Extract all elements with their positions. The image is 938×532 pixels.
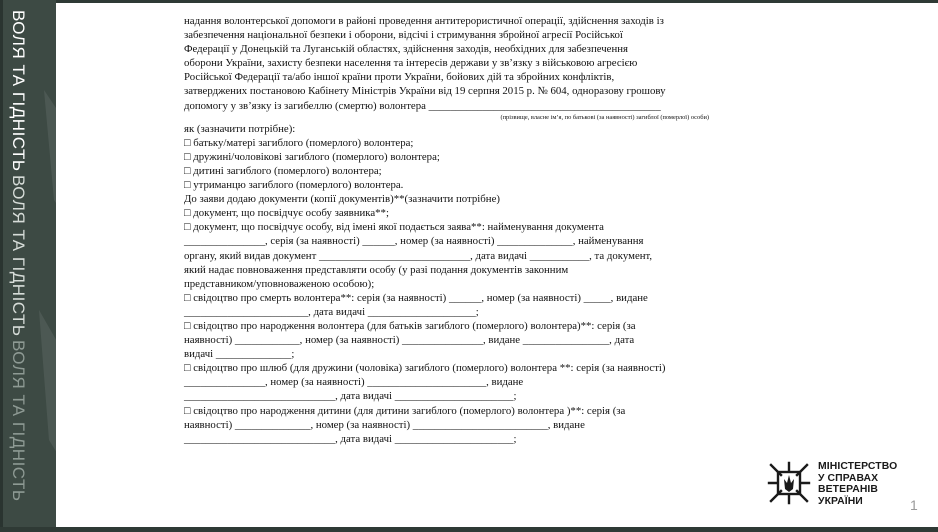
doc-line: _______________________, дата видачі ____________________; — [184, 305, 479, 318]
ministry-logo — [767, 461, 917, 513]
doc-line: оборони України, захисту безпеки населення та інтересів держави у зв’язку з військовою агресією — [184, 57, 638, 70]
relation-header: як (зазначити потрібне): — [184, 122, 296, 135]
application-document — [184, 14, 711, 446]
ministry-name-line: ВЕТЕРАНІВ — [818, 484, 879, 495]
ministry-name-line: У СПРАВАХ — [818, 472, 879, 484]
doc-line: Федерації у Донецькій та Луганській областях, здійснення заходів, необхідних для забезпечення — [184, 43, 628, 56]
volunteer-name-caption: (прізвище, власне ім’я, по батькові (за наявності) загиблої (померлої) особи) — [500, 113, 709, 121]
doc-line: Російської Федерації та/або іншої країни проти України, бойових дій та збройних конфліктів, — [184, 71, 615, 84]
attachment-volunteer-birth-certificate[interactable]: □ свідоцтво про народження волонтера (для батьків загиблого (померлого) волонтера)**: серія (за — [184, 319, 636, 332]
relation-option-dependent[interactable]: □ утриманцю загиблого (померлого) волонтера. — [184, 179, 404, 192]
doc-line: наявності) ______________, номер (за наявності) _________________________, видане — [184, 418, 585, 431]
top-frame-border — [0, 0, 938, 3]
doc-line: _______________, серія (за наявності) ______, номер (за наявності) ______________, найменування — [184, 235, 644, 248]
doc-line: представником/уповноваженою особою); — [184, 277, 375, 290]
brand-sidebar — [0, 0, 56, 532]
relation-option-spouse[interactable]: □ дружині/чоловікові загиблого (померлого) волонтера; — [184, 150, 440, 163]
doc-line: наявності) ____________, номер (за наявності) _______________, видане ________________, дата — [184, 334, 635, 347]
sidebar-brand-text-primary: ВОЛЯ ТА ГІДНІСТЬ — [9, 10, 28, 172]
doc-line: _______________, номер (за наявності) ______________________, видане — [184, 376, 524, 389]
relation-option-child[interactable]: □ дитині загиблого (померлого) волонтера; — [184, 164, 382, 177]
doc-line: ____________________________, дата видачі ______________________; — [184, 390, 517, 403]
ministry-name-line: МІНІСТЕРСТВО — [818, 461, 898, 472]
sidebar-brand-text-secondary: ВОЛЯ ТА ГІДНІСТЬ — [9, 175, 28, 337]
volunteer-name-line: допомогу у зв’язку із загибеллю (смертю) волонтера ___________________________________________ — [184, 99, 661, 112]
attachment-child-birth-certificate[interactable]: □ свідоцтво про народження дитини (для дитини загиблого (померлого) волонтера )**: серія (за — [184, 404, 626, 417]
ministry-name-line: УКРАЇНИ — [818, 495, 863, 507]
attachment-applicant-id[interactable]: □ документ, що посвідчує особу заявника**; — [184, 207, 389, 220]
attachment-death-certificate[interactable]: □ свідоцтво про смерть волонтера**: серія (за наявності) ______, номер (за наявності) _____, видане — [184, 291, 648, 304]
relation-option-parent[interactable]: □ батьку/матері загиблого (померлого) волонтера; — [184, 136, 414, 149]
attachment-represented-id[interactable]: □ документ, що посвідчує особу, від імені якої подається заява**: найменування документа — [184, 221, 604, 234]
doc-line: органу, який видав документ ____________________________, дата видачі ___________, та документ, — [184, 249, 653, 262]
ministry-name — [818, 461, 918, 507]
attachments-header: До заяви додаю документи (копії документів)**(зазначити потрібне) — [184, 193, 500, 206]
doc-line: затверджених постановою Кабінету Міністрів України від 19 серпня 2015 р. № 604, одноразову грошову — [184, 85, 666, 98]
sidebar-accent-stripe — [0, 0, 3, 532]
attachment-marriage-certificate[interactable]: □ свідоцтво про шлюб (для дружини (чоловіка) загиблого (померлого) волонтера **: серія (за наявності) — [184, 362, 666, 375]
sidebar-brand-text-tertiary: ВОЛЯ ТА ГІДНІСТЬ — [9, 340, 28, 502]
doc-line: видачі ______________; — [184, 348, 295, 361]
bottom-frame-border — [0, 527, 938, 532]
doc-line: ____________________________, дата видачі ______________________; — [184, 432, 517, 445]
ministry-emblem-icon — [767, 461, 811, 505]
doc-line: який надає повноваження представляти особу (у разі подання документів законним — [184, 263, 569, 276]
doc-line: надання волонтерської допомоги в районі проведення антитерористичної операції, здійснення заходів із — [184, 15, 664, 27]
doc-line: забезпечення національної безпеки і оборони, відсічі і стримування збройної агресії Російської — [184, 29, 623, 42]
page-number: 1 — [910, 497, 918, 513]
